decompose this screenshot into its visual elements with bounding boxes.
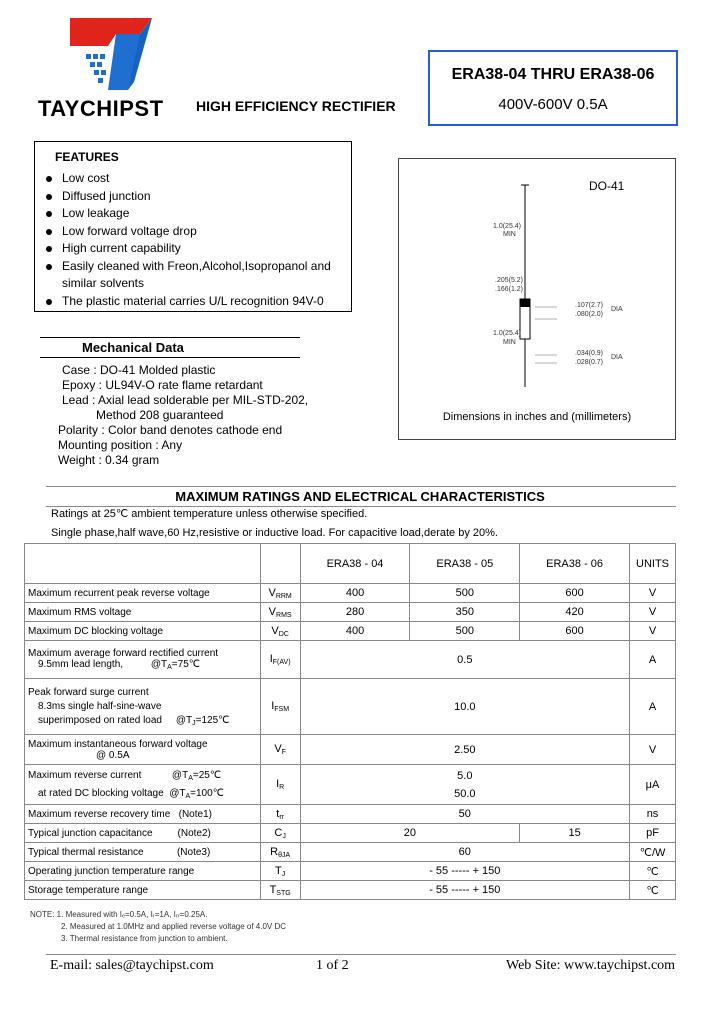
note-line: NOTE: 1. Measured with Iₑ=0.5A, Iᵣ=1A, Iᵣᵣ=0.25A.	[30, 910, 208, 919]
part-range: ERA38-04 THRU ERA38-06	[451, 66, 655, 83]
table-row	[25, 881, 676, 900]
footer-website[interactable]: Web Site: www.taychipst.com	[506, 958, 676, 973]
row-unit: ℃	[630, 881, 676, 900]
row-value: 500	[410, 584, 520, 603]
row-label: Operating junction temperature range	[25, 862, 261, 881]
row-unit: ℃/W	[630, 843, 676, 862]
row-value: 5.0 50.0	[300, 765, 629, 805]
table-row	[25, 843, 676, 862]
mech-line: Polarity : Color band denotes cathode end	[58, 423, 283, 437]
list-item: High current capability	[43, 240, 348, 258]
row-symbol: $R_{\theta JA}$	[260, 843, 300, 862]
row-symbol: $I_{F(AV)}$	[260, 641, 300, 679]
row-value: 10.0	[300, 679, 629, 735]
list-item: Easily cleaned with Freon,Alcohol,Isopropanol and similar solvents	[43, 258, 348, 293]
row-symbol: $t_{rr}$	[260, 805, 300, 824]
mechanical-list	[58, 363, 308, 468]
divider	[46, 486, 676, 487]
footnotes	[30, 909, 286, 945]
features-list	[43, 170, 348, 310]
list-item: Diffused junction	[43, 188, 348, 206]
row-label: Maximum DC blocking voltage	[25, 622, 261, 641]
table-row	[25, 641, 676, 679]
features-title: FEATURES	[55, 150, 119, 164]
table-row	[25, 584, 676, 603]
package-name: DO-41	[589, 179, 625, 193]
product-category: HIGH EFFICIENCY RECTIFIER	[196, 98, 396, 114]
table-row	[25, 735, 676, 765]
note-line: 3. Thermal resistance from junction to ambient.	[61, 934, 228, 943]
mech-line: Case : DO-41 Molded plastic	[62, 363, 216, 377]
list-item: The plastic material carries U/L recognition 94V-0	[43, 293, 348, 311]
row-value: - 55 ----- + 150	[300, 862, 629, 881]
row-label: Maximum recurrent peak reverse voltage	[25, 584, 261, 603]
row-value: 2.50	[300, 735, 629, 765]
row-value: 350	[410, 603, 520, 622]
list-item: Low cost	[43, 170, 348, 188]
note-line: 2. Measured at 1.0MHz and applied reverse voltage of 4.0V DC	[61, 922, 287, 931]
dim-lead-dia-b: .028(0.7)	[575, 359, 604, 366]
load-condition: Single phase,half wave,60 Hz,resistive or inductive load. For capacitive load,derate by 20%.	[51, 527, 498, 539]
row-symbol: $I_{FSM}$	[260, 679, 300, 735]
row-label: Storage temperature range	[25, 881, 261, 900]
row-symbol: $V_{RMS}$	[260, 603, 300, 622]
row-value: 500	[410, 622, 520, 641]
row-unit: ℃	[630, 862, 676, 881]
mech-line: Epoxy : UL94V-O rate flame retardant	[62, 378, 263, 392]
row-symbol: $V_{DC}$	[260, 622, 300, 641]
row-value: - 55 ----- + 150	[300, 881, 629, 900]
row-value: 50	[300, 805, 629, 824]
mechanical-title: Mechanical Data	[82, 340, 184, 355]
table-row	[25, 805, 676, 824]
row-value: 280	[300, 603, 410, 622]
column-header: ERA38 - 06	[520, 544, 630, 584]
mech-line: Method 208 guaranteed	[96, 408, 224, 422]
table-row	[25, 679, 676, 735]
row-label: Maximum reverse current $@T_A=25℃$ at rated DC blocking voltage $@T_A=100℃$	[25, 765, 261, 805]
row-label: Typical thermal resistance (Note3)	[25, 843, 261, 862]
column-header: ERA38 - 04	[300, 544, 410, 584]
row-value: 20	[300, 824, 520, 843]
divider	[46, 954, 676, 955]
footer-email[interactable]: E-mail: sales@taychipst.com	[50, 958, 214, 973]
table-row	[25, 603, 676, 622]
dim-lead-dia-a: .034(0.9)	[575, 350, 604, 357]
dim-dia-b: .080(2.0)	[575, 311, 604, 318]
row-label: Maximum average forward rectified current 9.5mm lead length, $@T_A=75℃$	[25, 641, 261, 679]
mech-line: Weight : 0.34 gram	[58, 453, 160, 467]
mech-line: Mounting position : Any	[58, 438, 183, 452]
row-value: 0.5	[300, 641, 629, 679]
row-symbol: $T_{STG}$	[260, 881, 300, 900]
row-value: 600	[520, 584, 630, 603]
dim-lead-top: 1.0(25.4)	[493, 223, 522, 230]
diode-outline-drawing	[399, 159, 677, 409]
row-unit: pF	[630, 824, 676, 843]
table-header-row	[25, 544, 676, 584]
list-item: Low leakage	[43, 205, 348, 223]
dim-dia-a: .107(2.7)	[575, 302, 604, 309]
row-label: Maximum reverse recovery time (Note1)	[25, 805, 261, 824]
table-row	[25, 765, 676, 805]
list-item: Low forward voltage drop	[43, 223, 348, 241]
row-symbol: $I_R$	[260, 765, 300, 805]
row-value: 400	[300, 622, 410, 641]
dim-body-a: .205(5.2)	[495, 277, 524, 284]
dim-lead-dia-label: DIA	[611, 354, 623, 361]
row-unit: A	[630, 641, 676, 679]
row-value: 400	[300, 584, 410, 603]
ratings-table	[24, 543, 676, 900]
row-unit: ns	[630, 805, 676, 824]
column-header: ERA38 - 05	[410, 544, 520, 584]
page-number: 1 of 2	[316, 958, 349, 973]
divider	[40, 337, 300, 338]
row-unit: μA	[630, 765, 676, 805]
row-unit: V	[630, 622, 676, 641]
ratings-title: MAXIMUM RATINGS AND ELECTRICAL CHARACTERISTICS	[175, 489, 545, 504]
row-value: 600	[520, 622, 630, 641]
row-label: Peak forward surge current 8.3ms single half-sine-wave superimposed on rated load $@T_J=125℃$	[25, 679, 261, 735]
divider	[40, 357, 300, 358]
row-value: 420	[520, 603, 630, 622]
dimensions-note: Dimensions in inches and (millimeters)	[442, 411, 632, 423]
dim-lead-top-min: MIN	[503, 231, 516, 238]
ratings-condition: Ratings at 25℃ ambient temperature unless otherwise specified.	[51, 508, 368, 520]
row-label: Maximum RMS voltage	[25, 603, 261, 622]
row-label: Maximum instantaneous forward voltage @ 0.5A	[25, 735, 261, 765]
row-value: 60	[300, 843, 629, 862]
row-unit: V	[630, 603, 676, 622]
row-symbol: $T_J$	[260, 862, 300, 881]
column-header: UNITS	[630, 544, 676, 584]
table-row	[25, 862, 676, 881]
brand-name: TAYCHIPST	[38, 96, 164, 121]
row-value: 15	[520, 824, 630, 843]
row-unit: V	[630, 735, 676, 765]
row-symbol: $C_J$	[260, 824, 300, 843]
part-number-box	[428, 50, 678, 126]
dim-lead-bot: 1.0(25.4)	[493, 330, 522, 337]
row-unit: A	[630, 679, 676, 735]
mech-line: Lead : Axial lead solderable per MIL-STD-202,	[62, 393, 309, 407]
table-row	[25, 824, 676, 843]
row-label: Typical junction capacitance (Note2)	[25, 824, 261, 843]
dim-lead-bot-min: MIN	[503, 339, 516, 346]
row-unit: V	[630, 584, 676, 603]
package-drawing-box	[398, 158, 676, 440]
table-row	[25, 622, 676, 641]
row-symbol: $V_F$	[260, 735, 300, 765]
row-symbol: $V_{RRM}$	[260, 584, 300, 603]
part-rating: 400V-600V 0.5A	[498, 96, 608, 113]
features-box	[34, 141, 352, 312]
dim-body-b: .166(1.2)	[495, 286, 524, 293]
dim-dia-label: DIA	[611, 306, 623, 313]
